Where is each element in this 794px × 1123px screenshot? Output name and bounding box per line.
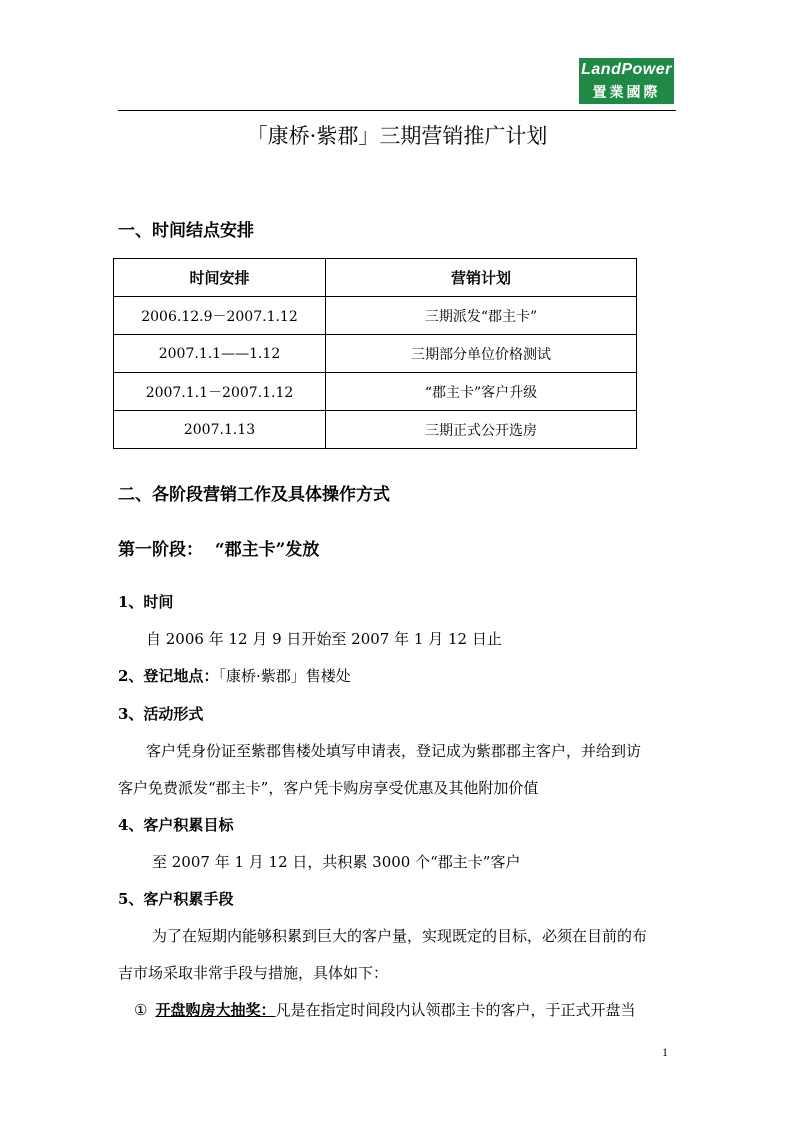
item5-text-line1: 为了在短期内能够积累到巨大的客户量，实现既定的目标，必须在目前的布 — [152, 927, 648, 945]
table-row — [114, 373, 637, 411]
table-cell-plan: 三期部分单位价格测试 — [326, 335, 637, 373]
item2-label: 2、登记地点： — [118, 667, 219, 685]
table-header-row — [114, 259, 637, 297]
circled-number: ① — [134, 1001, 148, 1019]
table-cell-time: 2007.1.13 — [114, 411, 326, 449]
stage1-heading: 第一阶段： “郡主卡”发放 — [118, 540, 320, 560]
schedule-table — [113, 258, 637, 449]
table-header-plan: 营销计划 — [326, 259, 637, 297]
logo-text-en: LandPower — [581, 61, 672, 78]
item3-text-line1: 客户凭身份证至紫郡售楼处填写申请表，登记成为紫郡郡主客户，并给到访 — [146, 742, 642, 760]
item4-text: 至 2007 年 1 月 12 日，共积累 3000 个“郡主卡”客户 — [152, 853, 521, 871]
section1-heading: 一、时间结点安排 — [118, 221, 254, 241]
item2-text: 「康桥·紫郡」售楼处 — [218, 667, 351, 685]
item4-label: 4、客户积累目标 — [118, 816, 234, 834]
item1-text: 自 2006 年 12 月 9 日开始至 2007 年 1 月 12 日止 — [146, 630, 502, 648]
item5-label: 5、客户积累手段 — [118, 890, 234, 908]
item1-label: 1、时间 — [118, 593, 174, 611]
table-row — [114, 335, 637, 373]
table-row — [114, 411, 637, 449]
document-title: 「康桥·紫郡」三期营销推广计划 — [246, 124, 548, 148]
page-number: 1 — [662, 1045, 668, 1059]
bullet-item — [134, 999, 635, 1020]
table-header-time: 时间安排 — [114, 259, 326, 297]
bullet-text: 凡是在指定时间段内认领郡主卡的客户，于正式开盘当 — [275, 1001, 636, 1019]
logo-text-cn: 置業國際 — [592, 85, 661, 101]
header-divider — [118, 110, 676, 111]
table-cell-plan: 三期正式公开选房 — [326, 411, 637, 449]
table-cell-time: 2007.1.1－2007.1.12 — [114, 373, 326, 411]
bullet-bold-label: 开盘购房大抽奖： — [155, 1001, 276, 1019]
item2-line — [118, 665, 351, 686]
company-logo — [579, 58, 674, 104]
section2-heading: 二、各阶段营销工作及具体操作方式 — [118, 485, 390, 505]
item3-text-line2: 客户免费派发“郡主卡”，客户凭卡购房享受优惠及其他附加价值 — [118, 779, 539, 797]
table-cell-plan: 三期派发“郡主卡” — [326, 297, 637, 335]
table-cell-time: 2006.12.9－2007.1.12 — [114, 297, 326, 335]
item3-label: 3、活动形式 — [118, 705, 204, 723]
table-row — [114, 297, 637, 335]
item5-text-line2: 吉市场采取非常手段与措施，具体如下： — [118, 964, 389, 982]
table-cell-plan: “郡主卡”客户升级 — [326, 373, 637, 411]
table-cell-time: 2007.1.1——1.12 — [114, 335, 326, 373]
